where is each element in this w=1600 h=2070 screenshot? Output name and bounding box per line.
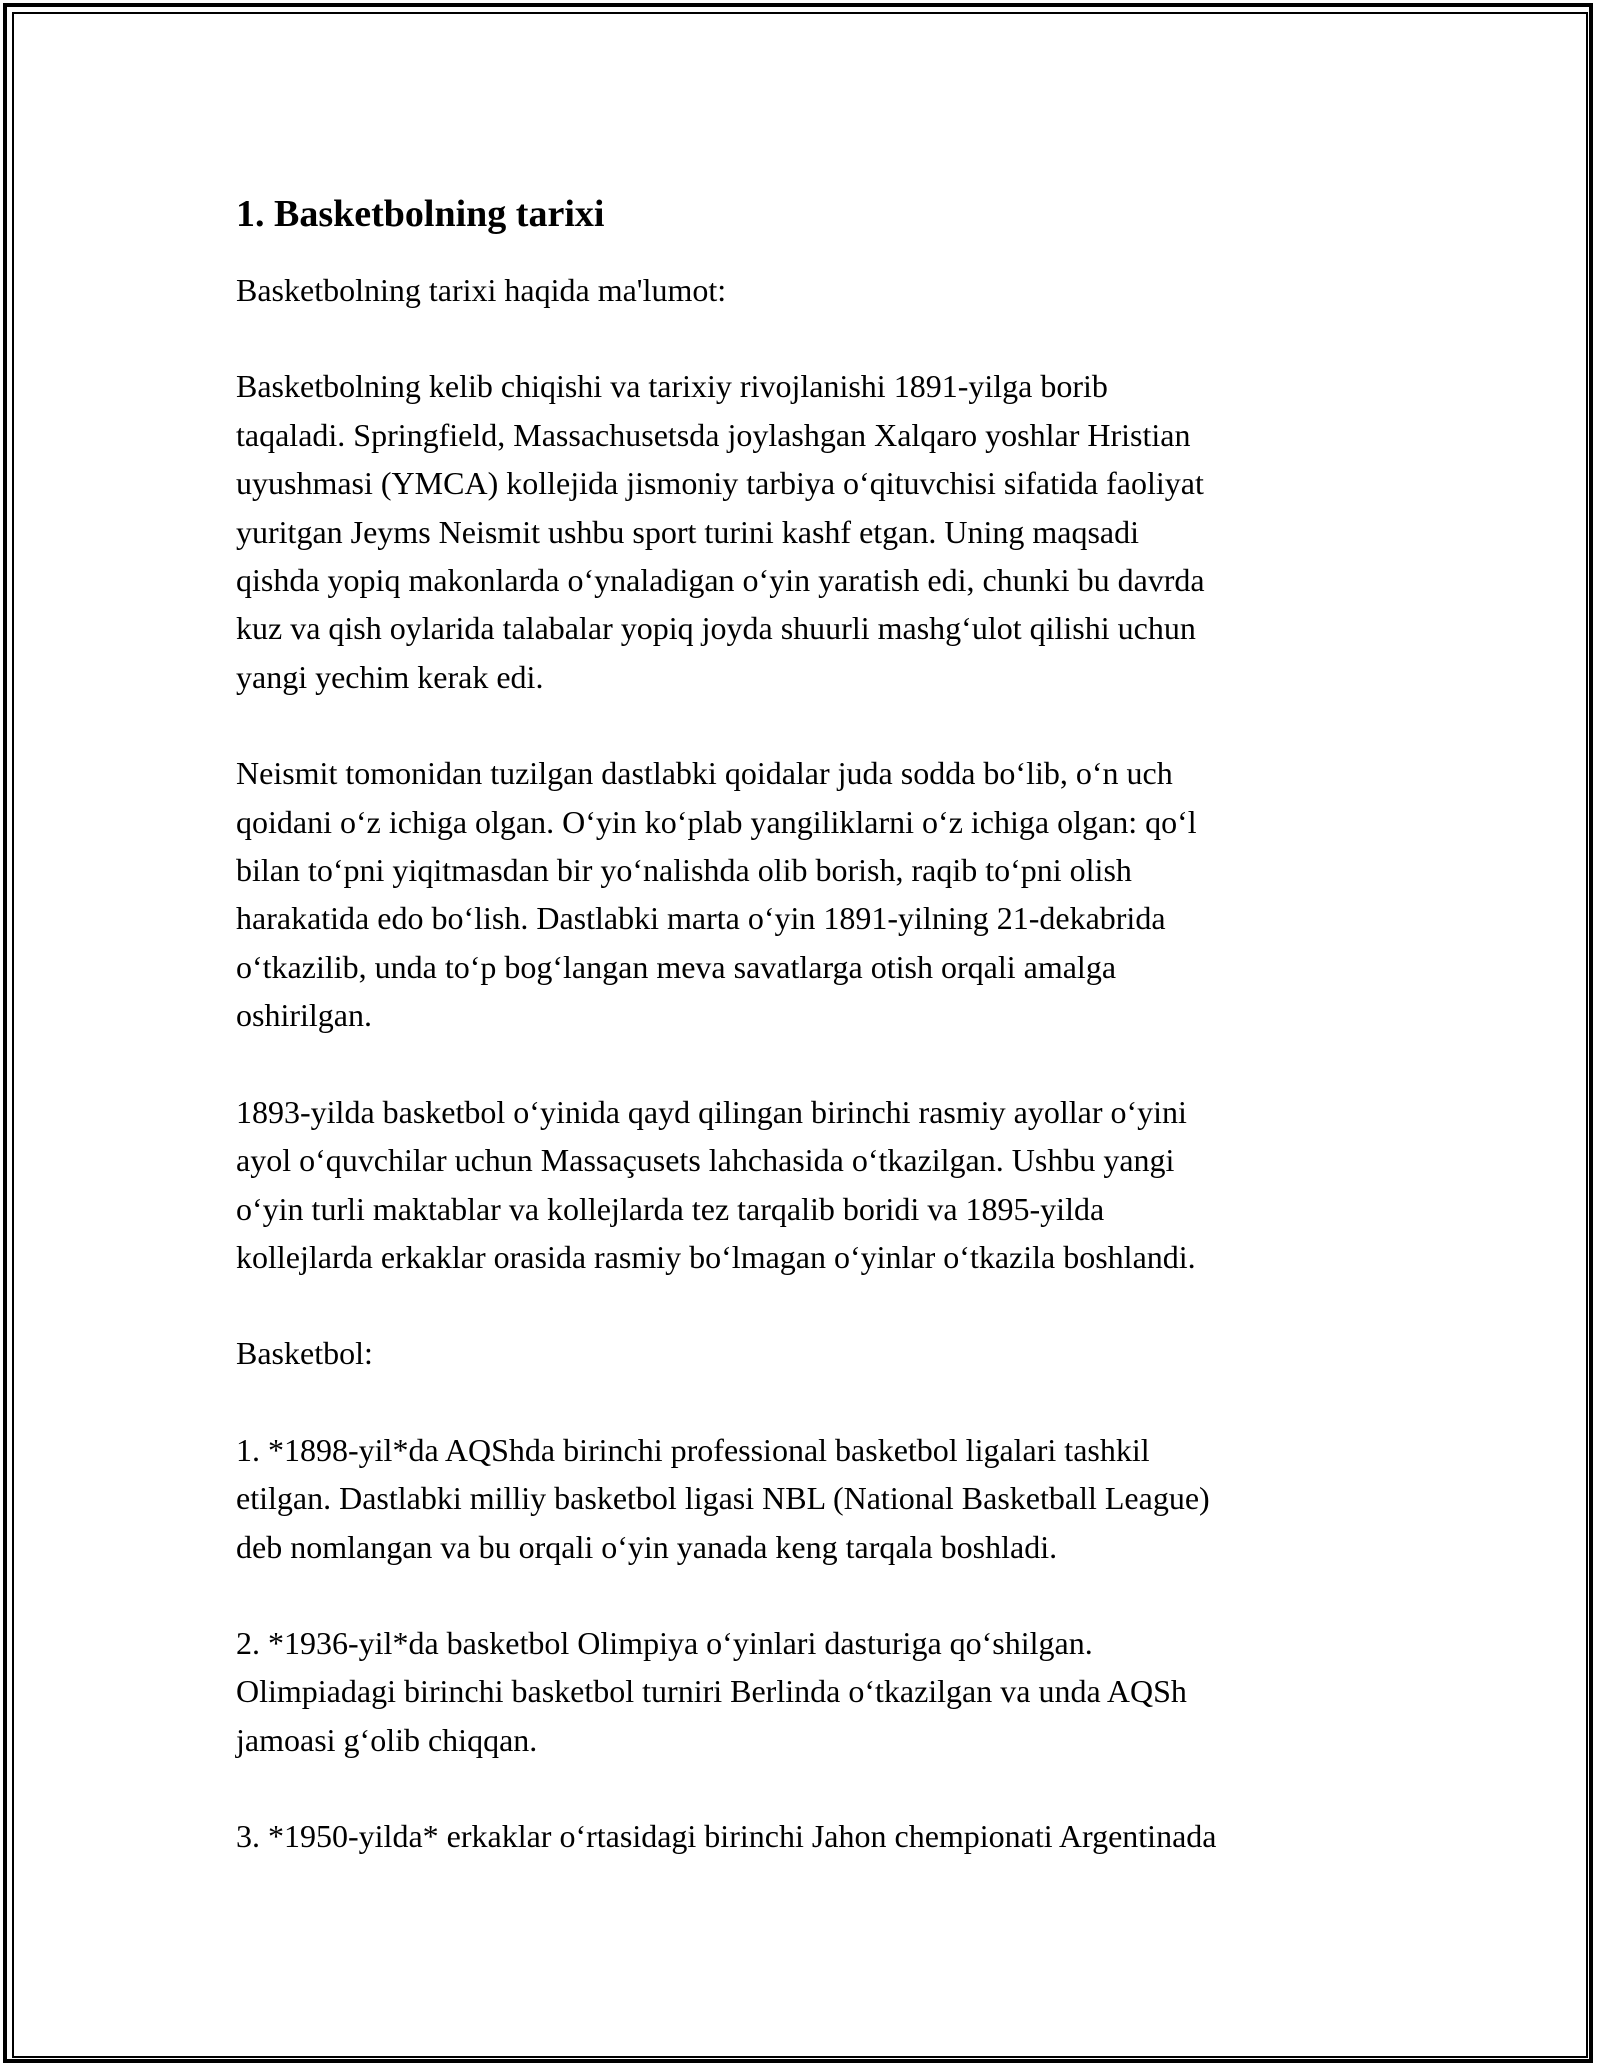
list-item-1936 bbox=[236, 1619, 1376, 1764]
paragraph-section-label bbox=[236, 1329, 1376, 1377]
text-line: oshirilgan. bbox=[236, 997, 372, 1034]
paragraph-origin bbox=[236, 362, 1376, 701]
text-line: 2. *1936-yil*da basketbol Olimpiya o‘yinlari dasturiga qo‘shilgan. bbox=[236, 1624, 1093, 1661]
paragraph-womens-game bbox=[236, 1088, 1376, 1282]
text-line: Basketbol: bbox=[236, 1335, 373, 1372]
text-line: yangi yechim kerak edi. bbox=[236, 658, 544, 695]
paragraph-intro bbox=[236, 266, 1376, 314]
text-line: uyushmasi (YMCA) kollejida jismoniy tarbiya o‘qituvchisi sifatida faoliyat bbox=[236, 465, 1204, 502]
text-line: Neismit tomonidan tuzilgan dastlabki qoidalar juda sodda bo‘lib, o‘n uch bbox=[236, 755, 1173, 792]
text-line: qishda yopiq makonlarda o‘ynaladigan o‘yin yaratish edi, chunki bu davrda bbox=[236, 562, 1205, 599]
text-line: yuritgan Jeyms Neismit ushbu sport turini kashf etgan. Uning maqsadi bbox=[236, 513, 1139, 550]
text-line: Basketbolning kelib chiqishi va tarixiy rivojlanishi 1891-yilga borib bbox=[236, 368, 1108, 405]
text-line: ayol o‘quvchilar uchun Massaçusets lahchasida o‘tkazilgan. Ushbu yangi bbox=[236, 1142, 1175, 1179]
text-line: harakatida edo bo‘lish. Dastlabki marta o‘yin 1891-yilning 21-dekabrida bbox=[236, 900, 1166, 937]
text-line: jamoasi g‘olib chiqqan. bbox=[236, 1721, 538, 1758]
text-line: kuz va qish oylarida talabalar yopiq joyda shuurli mashg‘ulot qilishi uchun bbox=[236, 610, 1196, 647]
document-title: 1. Basketbolning tarixi bbox=[236, 193, 605, 235]
text-line: Olimpiadagi birinchi basketbol turniri Berlinda o‘tkazilgan va unda AQSh bbox=[236, 1673, 1187, 1710]
text-line: bilan to‘pni yiqitmasdan bir yo‘nalishda olib borish, raqib to‘pni olish bbox=[236, 852, 1132, 889]
text-line: qoidani o‘z ichiga olgan. O‘yin ko‘plab yangiliklarni o‘z ichiga olgan: qo‘l bbox=[236, 803, 1197, 840]
text-line: taqaladi. Springfield, Massachusetsda joylashgan Xalqaro yoshlar Hristian bbox=[236, 416, 1191, 453]
text-line: o‘yin turli maktablar va kollejlarda tez tarqalib boridi va 1895-yilda bbox=[236, 1190, 1105, 1227]
text-line: deb nomlangan va bu orqali o‘yin yanada keng tarqala boshladi. bbox=[236, 1528, 1058, 1565]
text-line: 1893-yilda basketbol o‘yinida qayd qilingan birinchi rasmiy ayollar o‘yini bbox=[236, 1093, 1187, 1130]
text-line: kollejlarda erkaklar orasida rasmiy bo‘lmagan o‘yinlar o‘tkazila boshlandi. bbox=[236, 1238, 1196, 1275]
list-item-1950 bbox=[236, 1812, 1376, 1860]
text-line: 1. *1898-yil*da AQShda birinchi professional basketbol ligalari tashkil bbox=[236, 1431, 1150, 1468]
text-line: etilgan. Dastlabki milliy basketbol ligasi NBL (National Basketball League) bbox=[236, 1480, 1210, 1517]
text-line: o‘tkazilib, unda to‘p bog‘langan meva savatlarga otish orqali amalga bbox=[236, 948, 1117, 985]
text-line: Basketbolning tarixi haqida ma'lumot: bbox=[236, 272, 727, 308]
list-item-1898 bbox=[236, 1426, 1376, 1571]
document-page bbox=[236, 188, 1376, 1909]
paragraph-rules bbox=[236, 749, 1376, 1039]
text-line: 3. *1950-yilda* erkaklar o‘rtasidagi birinchi Jahon chempionati Argentinada bbox=[236, 1818, 1217, 1855]
